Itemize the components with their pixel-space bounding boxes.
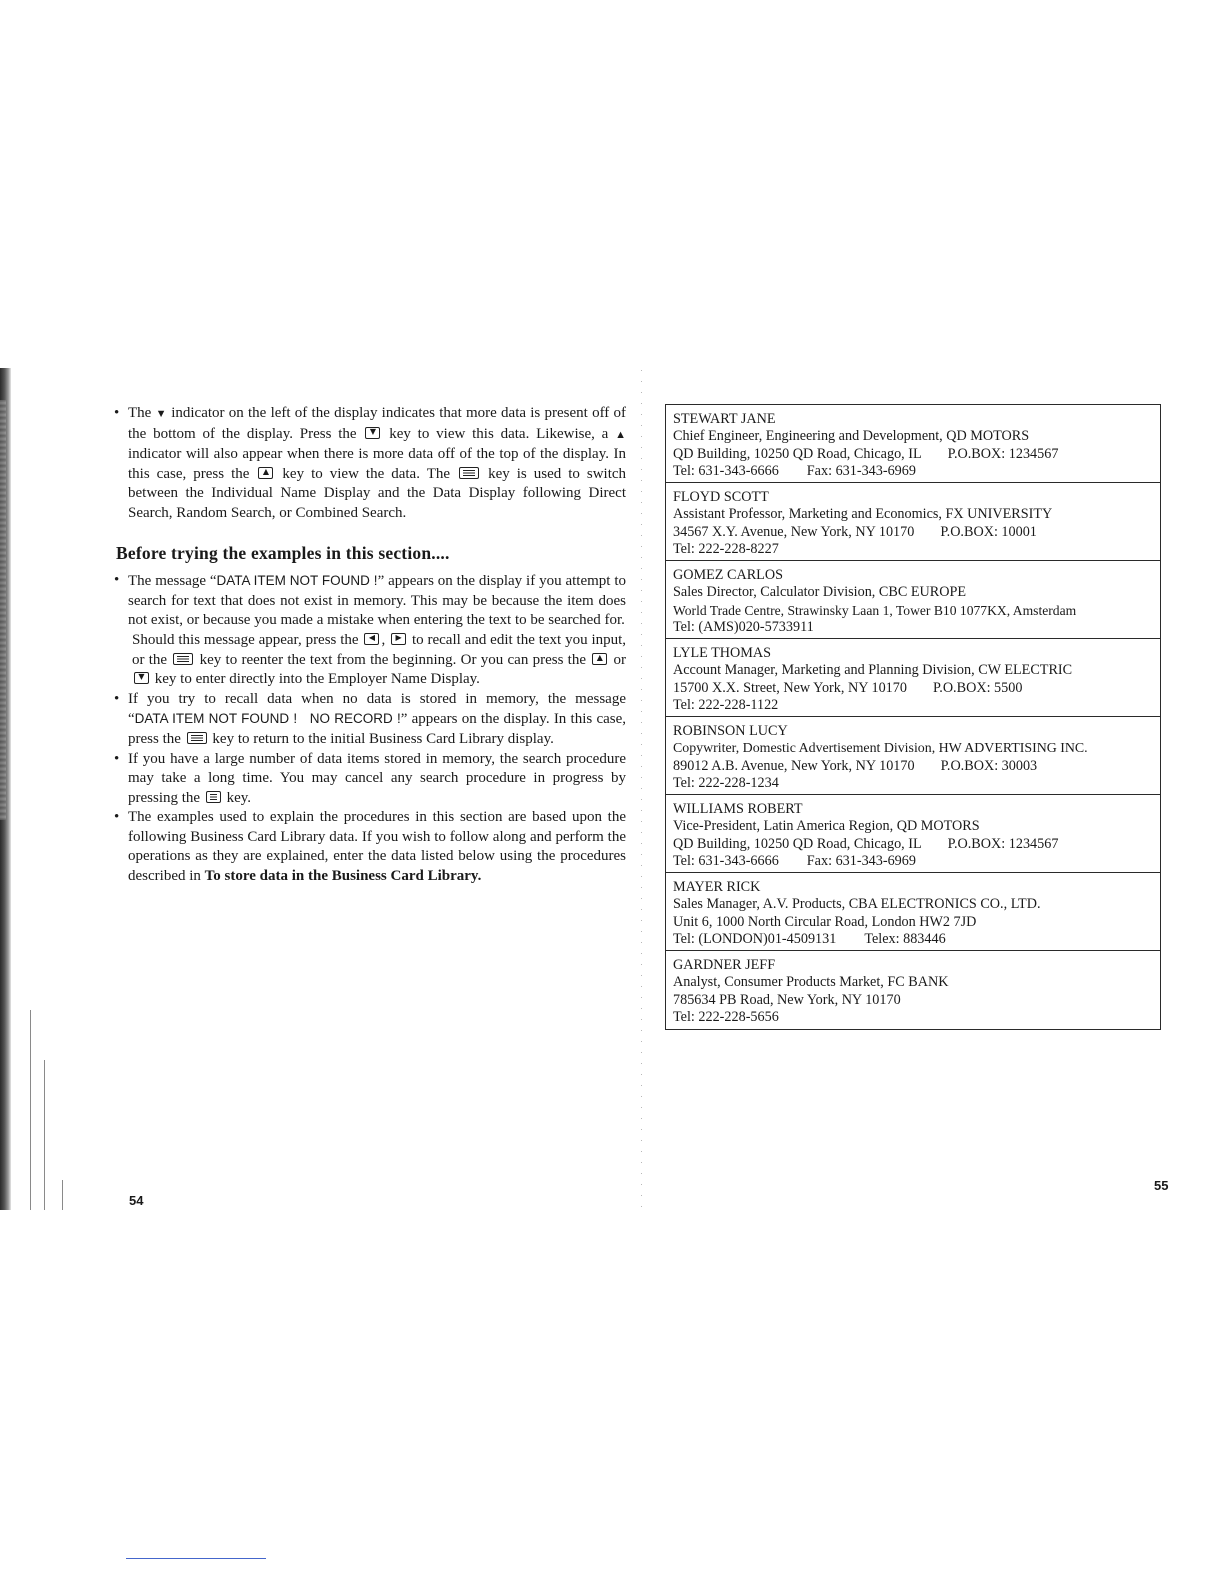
bullet-no-record: [114, 690, 626, 750]
intro-text: The: [128, 405, 152, 421]
card-entry: [666, 561, 1160, 639]
business-card-table: [665, 404, 1161, 1030]
scan-artifact-line: [30, 1010, 31, 1210]
intro-text: key to view this data. Likewise, a: [389, 425, 609, 442]
card-entry: [666, 951, 1160, 1029]
card-title: Sales Director, Calculator Division, CBC EUROPE: [673, 584, 967, 601]
bullet-icon: •: [114, 809, 120, 826]
card-tel: Tel: 222-228-5656: [673, 1009, 779, 1026]
card-title: Sales Manager, A.V. Products, CBA ELECTRONICS CO., LTD.: [673, 896, 1041, 913]
card-name: LYLE THOMAS: [673, 645, 772, 661]
clear-key-icon: [173, 653, 193, 665]
body-text: ” appears on the display if you attempt to search for text that does not exist in memory. This may be because the item does not exist, or because you made a mistake when entering the text to be searched for.: [128, 573, 626, 629]
intro-text: key to view the data. The: [282, 465, 451, 482]
card-title: Chief Engineer, Engineering and Development, QD MOTORS: [673, 428, 1030, 445]
bullet-not-found-continued: [114, 631, 626, 690]
intro-text: key is used to switch between the Individual Name Display and the Data Display following Direct Search, Random Search, or Combined Search.: [128, 465, 627, 521]
card-name: FLOYD SCOTT: [673, 489, 769, 505]
card-pobox: P.O.BOX: 1234567: [947, 445, 1059, 462]
card-pobox: P.O.BOX: 1234567: [947, 835, 1059, 852]
down-arrow-key-icon: ▼: [134, 672, 149, 684]
bullet-examples: [114, 808, 626, 886]
card-name: STEWART JANE: [673, 411, 776, 427]
bullet-icon: •: [114, 572, 120, 589]
up-indicator-icon: ▲: [615, 428, 627, 441]
intro-paragraph: [114, 404, 626, 524]
display-switch-key-icon: [459, 467, 479, 479]
body-text: key to return to the initial Business Card Library display.: [212, 730, 554, 747]
body-text: Should this message appear, press the: [132, 631, 359, 648]
bullet-icon: •: [114, 690, 120, 707]
card-entry: [666, 717, 1160, 795]
card-name: WILLIAMS ROBERT: [673, 801, 803, 817]
card-title: Analyst, Consumer Products Market, FC BANK: [673, 974, 949, 991]
bullet-icon: •: [114, 405, 120, 421]
right-arrow-key-icon: ▶: [391, 633, 406, 645]
card-entry: [666, 795, 1160, 873]
scan-artifact-line: [44, 1060, 45, 1210]
body-text: ” appears on the display. In this case, press the: [128, 711, 627, 747]
up-arrow-key-icon: ▲: [592, 653, 607, 665]
bottom-rule-line: [126, 1558, 266, 1559]
card-title: Assistant Professor, Marketing and Economics, FX UNIVERSITY: [673, 506, 1053, 523]
card-entry: [666, 405, 1160, 483]
return-key-icon: [187, 732, 207, 744]
card-extra: Fax: 631-343-6969: [806, 853, 916, 870]
bullet-icon: •: [114, 750, 120, 767]
card-address: Unit 6, 1000 North Circular Road, London HW2 7JD: [673, 913, 977, 930]
card-address: World Trade Centre, Strawinsky Laan 1, Tower B10 1077KX, Amsterdam: [673, 602, 1077, 618]
intro-text: indicator on the left of the display indicates that more data is present off of the bottom of the display. Press the: [128, 405, 627, 442]
card-tel: Tel: 631-343-6666: [673, 853, 779, 870]
card-tel: Tel: 222-228-1234: [673, 775, 779, 792]
scan-artifact-line: [62, 1180, 63, 1210]
bullet-not-found: [114, 571, 626, 631]
card-tel: Tel: (AMS)020-5733911: [673, 619, 814, 636]
card-tel: Tel: (LONDON)01-4509131: [673, 931, 837, 948]
card-address: 15700 X.X. Street, New York, NY 10170: [673, 679, 907, 696]
card-address: 34567 X.Y. Avenue, New York, NY 10170: [673, 523, 915, 540]
page-number-right: 55: [1154, 1178, 1169, 1193]
body-text: key to reenter the text from the beginning. Or you can press the: [199, 651, 586, 668]
cancel-key-icon: [206, 791, 221, 803]
card-title: Copywriter, Domestic Advertisement Division, HW ADVERTISING INC.: [673, 741, 1088, 757]
down-arrow-key-icon: ▼: [365, 427, 380, 439]
card-tel: Tel: 631-343-6666: [673, 463, 779, 480]
card-name: MAYER RICK: [673, 879, 761, 895]
body-text: to recall and edit the text you input, or the: [132, 631, 627, 668]
section-heading: Before trying the examples in this section....: [116, 542, 450, 563]
body-text: ,: [381, 631, 386, 648]
card-name: GOMEZ CARLOS: [673, 567, 783, 583]
card-pobox: P.O.BOX: 10001: [940, 523, 1037, 540]
body-text: If you try to recall data when no data is stored in memory, the message “: [128, 690, 626, 728]
card-address: 785634 PB Road, New York, NY 10170: [673, 991, 901, 1008]
card-address: QD Building, 10250 QD Road, Chicago, IL: [673, 835, 922, 852]
card-entry: [666, 483, 1160, 561]
scan-binding-texture: [0, 400, 6, 820]
card-extra: Telex: 883446: [864, 931, 946, 948]
page-number-left: 54: [129, 1193, 144, 1208]
body-text: key to enter directly into the Employer Name Display.: [154, 671, 480, 688]
bold-reference: To store data in the Business Card Library.: [204, 868, 482, 885]
card-title: Account Manager, Marketing and Planning Division, CW ELECTRIC: [673, 662, 1073, 679]
body-text: The examples used to explain the procedures in this section are based upon the following Business Card Library data. If you wish to follow along and perform the operations as they are explained, enter the data listed below using the procedures described in: [128, 809, 626, 885]
display-message: DATA ITEM NOT FOUND ! NO RECORD !: [134, 711, 401, 727]
card-extra: Fax: 631-343-6969: [806, 463, 916, 480]
card-pobox: P.O.BOX: 30003: [940, 757, 1038, 774]
body-text: If you have a large number of data items stored in memory, the search procedure may take a long time. You may cancel any search procedure in progress by pressing the: [128, 750, 626, 806]
card-title: Vice-President, Latin America Region, QD MOTORS: [673, 818, 980, 835]
down-indicator-icon: ▼: [155, 408, 167, 420]
card-name: ROBINSON LUCY: [673, 723, 788, 739]
display-message: DATA ITEM NOT FOUND !: [216, 573, 378, 589]
card-pobox: P.O.BOX: 5500: [932, 679, 1023, 696]
card-address: 89012 A.B. Avenue, New York, NY 10170: [673, 757, 915, 774]
body-text: The message “: [128, 573, 217, 590]
intro-text: indicator will also appear when there is more data off of the top of the display. In this case, press the: [128, 446, 626, 482]
bullet-cancel-search: [114, 750, 626, 809]
left-arrow-key-icon: ◀: [364, 633, 379, 645]
up-arrow-key-icon: ▲: [258, 467, 273, 479]
card-tel: Tel: 222-228-1122: [673, 697, 779, 714]
body-text: or: [613, 651, 627, 668]
body-text: key.: [226, 789, 252, 806]
left-page-text: [114, 404, 626, 887]
card-address: QD Building, 10250 QD Road, Chicago, IL: [673, 445, 922, 462]
card-entry: [666, 639, 1160, 717]
card-name: GARDNER JEFF: [673, 957, 776, 973]
gutter-scan-dots: [641, 370, 642, 1210]
card-entry: [666, 873, 1160, 951]
card-tel: Tel: 222-228-8227: [673, 541, 779, 558]
